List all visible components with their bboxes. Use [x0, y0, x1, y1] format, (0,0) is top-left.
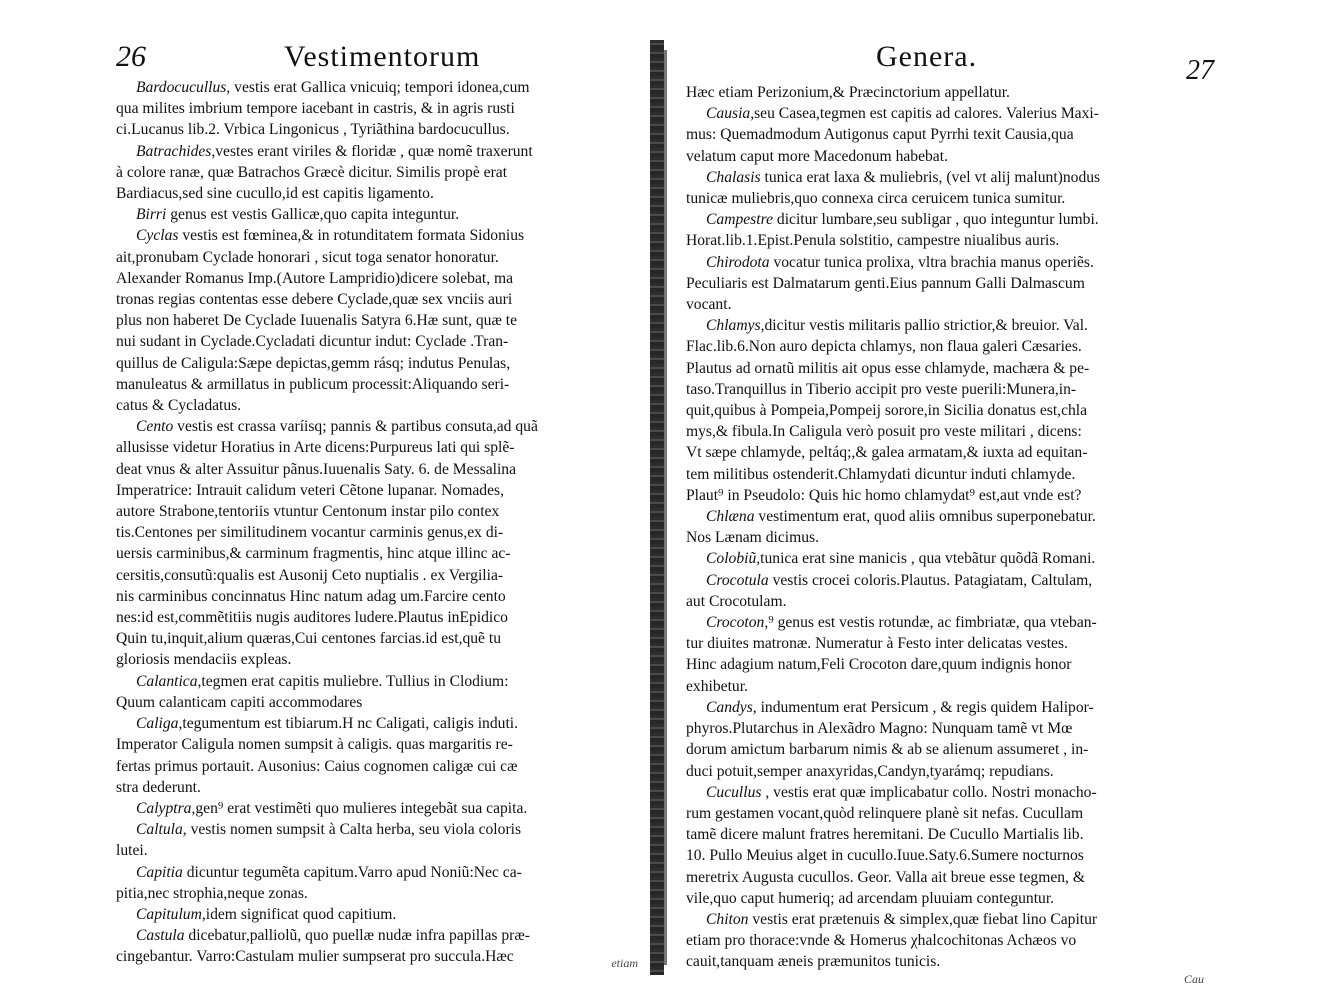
text-line: Caliga,tegumentum est tibiarum.H nc Caligati, caligis induti.: [136, 715, 519, 733]
entry-lemma: Chiton: [706, 910, 749, 928]
text-line: Peculiaris est Dalmatarum genti.Eius pannum Galli Dalmascum: [686, 274, 1085, 292]
text-line: Flac.lib.6.Non auro depicta chlamys, non flaua galeri Cæsaries.: [686, 338, 1082, 356]
text-line: quillus de Caligula:Sæpe depictas,gemm rásq; indutus Penulas,: [116, 354, 511, 372]
entry-lemma: Chlamys: [706, 317, 761, 335]
entry-lemma: Chirodota: [706, 253, 770, 271]
text-line: gloriosis mendaciis expleas.: [116, 651, 292, 669]
entry-lemma: Causia: [706, 105, 751, 123]
text-line: Bardiacus,sed sine cucullo,id est capitis ligamento.: [116, 185, 434, 203]
text-line: Horat.lib.1.Epist.Penula solstitio, campestre niualibus auris.: [686, 232, 1060, 250]
text-line: cersitis,consutũ:qualis est Ausonij Ceto nuptialis . ex Vergilia-: [116, 566, 504, 584]
entry-lemma: Caliga: [136, 715, 179, 733]
book-gutter: [650, 40, 664, 975]
entry-lemma: Cento: [136, 418, 174, 436]
left-running-title: Vestimentorum: [284, 40, 481, 73]
text-line: vile,quo caput humeriq; ad arcendam pluuiam conteguntur.: [686, 889, 1055, 907]
text-line: tronas regias contentas esse debere Cyclade,quæ sex vnciis auri: [116, 291, 513, 309]
text-line: Plautus ad ornatũ militis ait opus esse chlamyde, machæra & pe-: [686, 359, 1090, 377]
text-line: Crocotula vestis crocei coloris.Plautus. Patagiatam, Caltulam,: [706, 571, 1093, 589]
text-line: Castula dicebatur,palliolũ, quo puellæ nudæ infra papillas præ-: [136, 927, 530, 945]
text-line: duci potuit,semper anaxyridas,Candyn,tyarámq; repudians.: [686, 762, 1054, 780]
text-line: Cento vestis est crassa varíisq; pannis & partibus consuta,ad quã: [136, 418, 538, 436]
text-line: Caltula, vestis nomen sumpsit à Calta herba, seu viola coloris: [136, 821, 522, 839]
entry-lemma: Capitulum: [136, 905, 202, 923]
text-line: nis carminibus concinnatus Hinc natum adag um.Farcire cento: [116, 587, 506, 605]
text-line: phyros.Plutarchus in Alexãdro Magno: Nunquam tamẽ vt Mœ: [686, 720, 1073, 738]
text-line: Chlæna vestimentum erat, quod aliis omnibus superponebatur.: [706, 508, 1096, 526]
text-line: Quum calanticam capiti accommodares: [116, 693, 363, 711]
text-line: Campestre dicitur lumbare,seu subligar , quo integuntur lumbi.: [706, 211, 1099, 229]
text-line: autore Strabone,tentoriis vtuntur Centonum instar pilo contex: [116, 503, 500, 521]
entry-lemma: Bardocucullus: [136, 79, 227, 96]
text-line: Imperator Caligula nomen sumpsit à caligis. quas margaritis re-: [116, 736, 513, 754]
entry-lemma: Calantica: [136, 672, 198, 690]
entry-lemma: Candys: [706, 698, 753, 716]
entry-lemma: Cucullus: [706, 783, 762, 801]
entry-lemma: Crocotula: [706, 571, 769, 589]
text-line: Quin tu,inquit,alium quæras,Cui centones farcias.id est,quẽ tu: [116, 630, 502, 648]
left-page-number: 26: [116, 40, 146, 73]
text-line: Capitia dicuntur tegumẽta capitum.Varro apud Noniũ:Nec ca-: [136, 863, 522, 881]
text-line: nui sudant in Cyclade.Cycladati dicuntur indut: Cyclade .Tran-: [116, 333, 509, 351]
text-line: Cucullus , vestis erat quæ implicabatur collo. Nostri monacho-: [706, 783, 1097, 801]
text-line: tem militibus ostenderit.Chlamydati dicuntur induti chlamyde.: [686, 465, 1076, 483]
text-line: mys,& fibula.In Caligula verò posuit pro veste militari , dicens:: [686, 423, 1082, 441]
text-line: uersis carminibus,& carminum fragmentis, hinc atque illinc ac-: [116, 545, 511, 563]
text-line: aut Crocotulam.: [686, 592, 787, 610]
entry-lemma: Castula: [136, 927, 185, 945]
text-line: catus & Cycladatus.: [116, 397, 242, 415]
entry-lemma: Crocoton: [706, 614, 765, 632]
text-line: mus: Quemadmodum Autigonus caput Pyrrhi texit Causia,qua: [686, 126, 1074, 144]
text-line: nes:id est,commẽtitiis nugis auditores ludere.Plautus inEpidico: [116, 609, 508, 627]
right-text-column: [686, 82, 1231, 973]
text-line: Plaut⁹ in Pseudolo: Quis hic homo chlamydat⁹ est,aut vnde est?: [686, 486, 1082, 504]
text-line: Chlamys,dicitur vestis militaris pallio strictior,& breuior. Val.: [706, 317, 1088, 335]
entry-lemma: Capitia: [136, 863, 183, 881]
right-page-number: 27: [1186, 55, 1214, 86]
left-text-column: [116, 77, 636, 968]
text-line: Vt sæpe chlamyde, peltáq;,& galea armatam,& iuxta ad equitan-: [686, 444, 1088, 462]
text-line: cauit,tanquam æneis præmunitos tunicis.: [686, 953, 941, 971]
text-line: pitia,nec strophia,neque zonas.: [116, 884, 308, 902]
text-line: Calantica,tegmen erat capitis muliebre. Tullius in Clodium:: [136, 672, 509, 690]
text-line: velatum caput more Macedonum habebat.: [686, 147, 948, 165]
text-line: stra dederunt.: [116, 778, 201, 796]
text-line: tis.Centones per similitudinem vocantur carminis genus,ex di-: [116, 524, 504, 542]
text-line: cingebantur. Varro:Castulam mulier sumpserat pro succula.Hæc: [116, 948, 514, 966]
text-line: 10. Pullo Meuius alget in cucullo.Iuue.Saty.6.Sumere nocturnos: [686, 847, 1084, 865]
text-line: allusisse videtur Horatius in Arte dicens:Purpureus lati qui splẽ-: [116, 439, 515, 457]
entry-lemma: Chlæna: [706, 508, 755, 526]
text-line: ait,pronubam Cyclade honorari , sicut toga senator honoratur.: [116, 248, 499, 266]
entry-lemma: Caltula: [136, 821, 183, 839]
text-line: Cyclas vestis est fœminea,& in rotunditatem formata Sidonius: [136, 227, 525, 245]
text-line: deat vnus & alter Assuitur pãnus.Iuuenalis Saty. 6. de Messalina: [116, 460, 517, 478]
text-line: taso.Tranquillus in Tiberio accipit pro veste puerili:Munera,in-: [686, 380, 1077, 398]
entry-lemma: Campestre: [706, 211, 773, 229]
text-line: Chalasis tunica erat laxa & muliebris, (vel vt alij malunt)nodus: [706, 168, 1101, 186]
text-line: etiam pro thorace:vnde & Homerus χhalcochitonas Achæos vo: [686, 932, 1077, 950]
text-line: Chirodota vocatur tunica prolixa, vltra brachia manus operiẽs.: [706, 253, 1094, 271]
text-line: rum gestamen vocant,quòd relinquere planè sit nefas. Cucullam: [686, 804, 1084, 822]
text-line: Chiton vestis erat prætenuis & simplex,quæ fiebat lino Capitur: [706, 910, 1098, 928]
left-catchword: etiam: [611, 956, 638, 970]
text-line: Nos Lænam dicimus.: [686, 529, 819, 547]
text-line: Causia,seu Casea,tegmen est capitis ad calores. Valerius Maxi-: [706, 105, 1099, 123]
text-line: lutei.: [116, 842, 148, 860]
right-page: [666, 0, 1334, 1000]
text-line: vocant.: [686, 296, 732, 314]
text-line: Batrachides,vestes erant viriles & floridæ , quæ nomẽ traxerunt: [136, 142, 533, 160]
text-line: Crocoton,⁹ genus est vestis rotundæ, ac fimbriatæ, qua vteban-: [706, 614, 1097, 632]
entry-lemma: Calyptra: [136, 799, 192, 817]
text-line: Bardocucullus, vestis erat Gallica vnicuiq; tempori idonea,cum: [136, 79, 530, 96]
text-line: fertas primus portauit. Ausonius: Caius cognomen caligæ cui cæ: [116, 757, 518, 775]
text-line: Imperatrice: Intrauit calidum veteri Cẽtone lupanar. Nomades,: [116, 481, 504, 499]
text-line: exhibetur.: [686, 677, 748, 695]
entry-lemma: Chalasis: [706, 168, 761, 186]
right-catchword: Cau: [1183, 972, 1204, 986]
entry-lemma: Colobiũ: [706, 550, 757, 568]
text-line: Birri genus est vestis Gallicæ,quo capita integuntur.: [136, 206, 460, 224]
text-line: Alexander Romanus Imp.(Autore Lampridio)dicere solebat, ma: [116, 269, 514, 287]
left-page: [0, 0, 652, 1000]
text-line: quit,quibus à Pompeia,Pompeij sorore,in Sicilia donatus est,chla: [686, 402, 1088, 420]
text-line: qua milites imbrium tempore iacebant in castris, & in agris rusti: [116, 100, 515, 118]
text-line: à colore ranæ, quæ Batrachos Græcè dicitur. Similis propè erat: [116, 163, 508, 181]
text-line: dorum amictum barbarum nimis & ab se alienum assumeret , in-: [686, 741, 1089, 759]
entry-lemma: Birri: [136, 206, 167, 224]
text-line: Candys, indumentum erat Persicum , & regis quidem Halipor-: [706, 698, 1094, 716]
text-line: Calyptra,gen⁹ erat vestimẽti quo mulieres integebãt sua capita.: [136, 799, 528, 817]
right-running-title: Genera.: [876, 40, 978, 73]
text-line: Capitulum,idem significat quod capitium.: [136, 905, 397, 923]
entry-lemma: Batrachides: [136, 142, 212, 160]
text-line: meretrix Augusta cucullos. Geor. Valla ait breue esse tegmen, &: [686, 868, 1085, 886]
text-line: Colobiũ,tunica erat sine manicis , qua vtebãtur quõdã Romani.: [706, 550, 1096, 568]
text-line: tamẽ dicere malunt fratres heremitani. De Cucullo Martialis lib.: [686, 826, 1084, 844]
text-line: tur diuites matronæ. Numeratur à Festo inter delicatas vestes.: [686, 635, 1068, 653]
text-line: Hæc etiam Perizonium,& Præcinctorium appellatur.: [686, 84, 1010, 101]
text-line: Hinc adagium natum,Feli Crocoton dare,quum indignis honor: [686, 656, 1072, 674]
text-line: manuleatus & armillatus in publicum processit:Aliquando seri-: [116, 375, 510, 393]
text-line: plus non haberet De Cyclade Iuuenalis Satyra 6.Hæ sunt, quæ te: [116, 312, 518, 330]
text-line: ci.Lucanus lib.2. Vrbica Lingonicus , Tyriãthina bardocucullus.: [116, 121, 510, 139]
entry-lemma: Cyclas: [136, 227, 179, 245]
text-line: tunicæ muliebris,quo connexa circa ceruicem tunica sumitur.: [686, 190, 1066, 208]
